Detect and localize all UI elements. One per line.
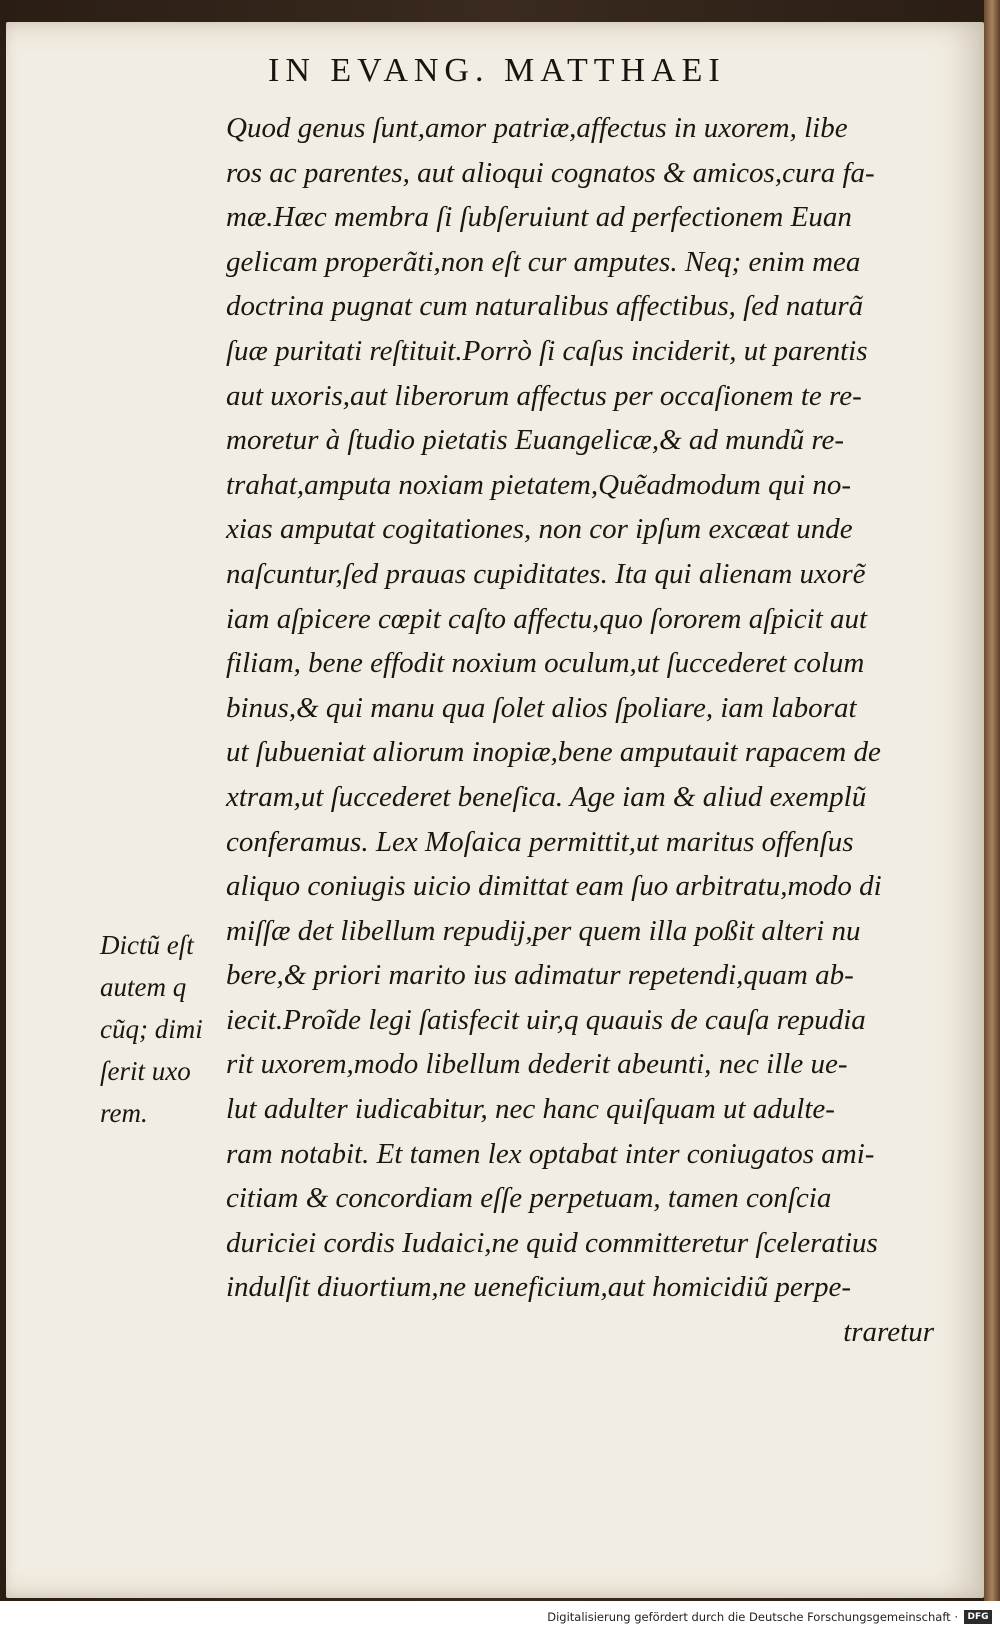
text-line: ros ac parentes, aut alioqui cognatos & amicos,cura fa- bbox=[226, 156, 875, 189]
text-line: ram notabit. Et tamen lex optabat inter coniugatos ami- bbox=[226, 1137, 875, 1170]
text-line: Quod genus ſunt,amor patriæ,affectus in uxorem, libe bbox=[226, 112, 848, 144]
text-line: rit uxorem,modo libellum dederit abeunti, nec ille ue- bbox=[226, 1048, 848, 1081]
text-line: bere,& priori marito ius adimatur repetendi,quam ab- bbox=[226, 959, 854, 992]
text-line: mæ.Hæc membra ſi ſubſeruiunt ad perfectionem Euan bbox=[226, 201, 852, 234]
margin-note-line: rem. bbox=[100, 1098, 148, 1128]
footer-bar bbox=[0, 1601, 1000, 1631]
text-line: naſcuntur,ſed prauas cupiditates. Ita qui alienam uxorẽ bbox=[226, 557, 866, 590]
text-line: aut uxoris,aut liberorum affectus per occaſionem te re- bbox=[226, 379, 862, 412]
text-line: traretur bbox=[843, 1316, 934, 1349]
margin-note-line: Dictũ eſt bbox=[100, 930, 194, 960]
text-line: trahat,amputa noxiam pietatem,Quẽadmodum qui no- bbox=[226, 468, 852, 501]
text-line: xtram,ut ſuccederet beneſica. Age iam & aliud exemplũ bbox=[226, 780, 867, 813]
text-line: ut ſubueniat aliorum inopiæ,bene amputauit rapacem de bbox=[226, 736, 881, 769]
text-line: binus,& qui manu qua ſolet alios ſpoliare, iam laborat bbox=[226, 691, 857, 724]
text-line: filiam, bene effodit noxium oculum,ut ſuccederet colum bbox=[226, 647, 865, 680]
text-line: aliquo coniugis uicio dimittat eam ſuo arbitratu,modo di bbox=[226, 870, 882, 903]
margin-note-line: autem q bbox=[100, 972, 187, 1002]
book-edge bbox=[984, 0, 1000, 1631]
text-line: ſuæ puritati reſtituit.Porrò ſi caſus inciderit, ut parentis bbox=[226, 334, 868, 367]
dfg-logo: DFG bbox=[964, 1610, 992, 1624]
body-text bbox=[226, 106, 946, 1355]
text-line: conferamus. Lex Moſaica permittit,ut maritus offenſus bbox=[226, 825, 854, 858]
text-line: xias amputat cogitationes, non cor ipſum excæat unde bbox=[226, 513, 853, 546]
footer-credit: Digitalisierung gefördert durch die Deutsche Forschungsgemeinschaft · bbox=[547, 1610, 958, 1624]
margin-note bbox=[100, 924, 230, 1134]
text-line: lut adulter iudicabitur, nec hanc quiſquam ut adulte- bbox=[226, 1093, 835, 1126]
text-line: citiam & concordiam eſſe perpetuam, tamen conſcia bbox=[226, 1182, 832, 1215]
text-line: iam aſpicere cœpit caſto affectu,quo ſororem aſpicit aut bbox=[226, 602, 868, 635]
text-line: duriciei cordis Iudaici,ne quid committeretur ſceleratius bbox=[226, 1226, 878, 1259]
text-line: moretur à ſtudio pietatis Euangelicæ,& ad mundũ re- bbox=[226, 424, 845, 457]
text-line: doctrina pugnat cum naturalibus affectibus, ſed naturã bbox=[226, 290, 864, 323]
text-line: miſſæ det libellum repudij,per quem illa poßit alteri nu bbox=[226, 914, 861, 947]
text-line: iecit.Proĩde legi ſatisfecit uir,q quauis de cauſa repudia bbox=[226, 1003, 866, 1036]
text-line: gelicam properãti,non eſt cur amputes. Neq; enim mea bbox=[226, 245, 861, 278]
margin-note-line: ſerit uxo bbox=[100, 1056, 191, 1086]
running-head: IN EVANG. MATTHAEI bbox=[268, 52, 726, 89]
margin-note-line: cũq; dimi bbox=[100, 1014, 203, 1044]
text-line: indulſit diuortium,ne ueneficium,aut homicidiũ perpe- bbox=[226, 1271, 852, 1304]
